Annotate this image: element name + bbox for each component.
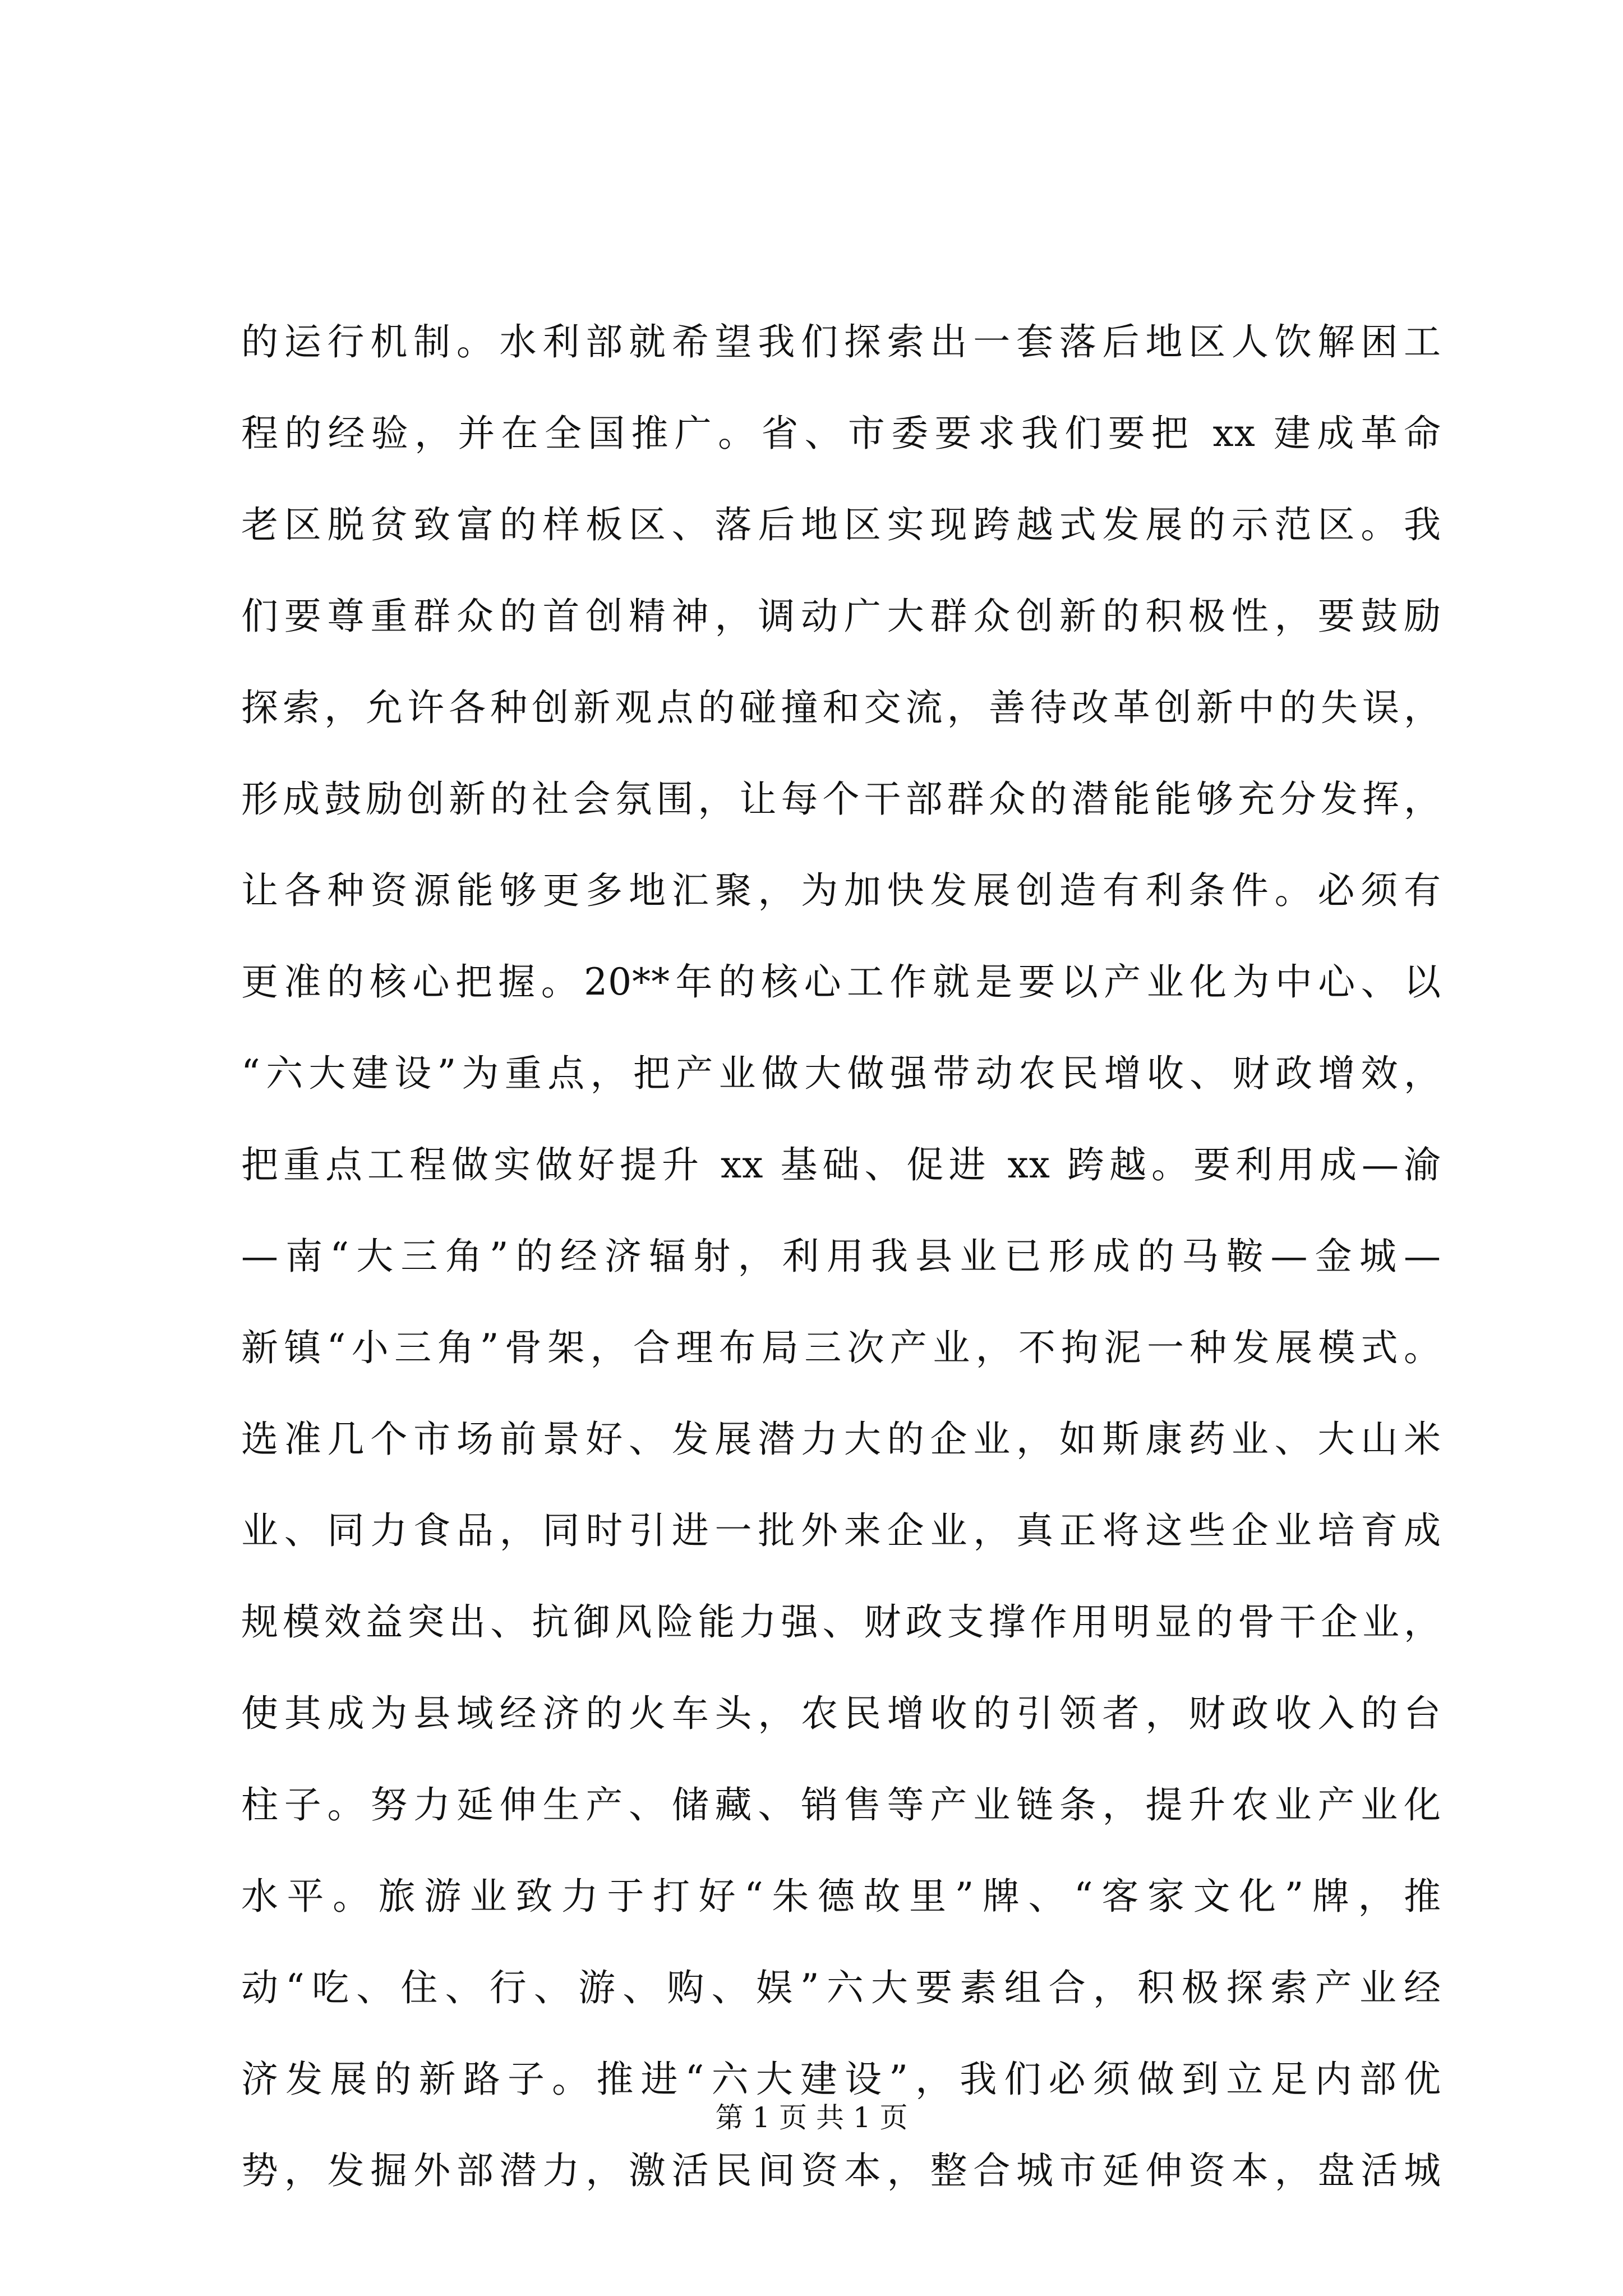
text-line: 新镇“小三角”骨架，合理布局三次产业，不拘泥一种发展模式。 — [241, 1326, 1441, 1369]
text-line: 探索，允许各种创新观点的碰撞和交流，善待改革创新中的失误， — [241, 686, 1441, 729]
text-line: “六大建设”为重点，把产业做大做强带动农民增收、财政增效， — [241, 1052, 1441, 1095]
text-line: 济发展的新路子。推进“六大建设”，我们必须做到立足内部优 — [241, 2058, 1441, 2101]
text-line: 水平。旅游业致力于打好“朱德故里”牌、“客家文化”牌，推 — [241, 1875, 1441, 1918]
text-line: 形成鼓励创新的社会氛围，让每个干部群众的潜能能够充分发挥， — [241, 777, 1441, 821]
text-line: 势，发掘外部潜力，激活民间资本，整合城市延伸资本，盘活城 — [241, 2149, 1441, 2192]
text-line: —南“大三角”的经济辐射，利用我县业已形成的马鞍—金城— — [241, 1235, 1441, 1278]
text-line: 的运行机制。水利部就希望我们探索出一套落后地区人饮解困工 — [241, 320, 1441, 364]
text-line: 更准的核心把握。20**年的核心工作就是要以产业化为中心、以 — [241, 960, 1441, 1004]
text-line: 把重点工程做实做好提升 xx 基础、促进 xx 跨越。要利用成—渝 — [241, 1143, 1441, 1186]
text-line: 规模效益突出、抗御风险能力强、财政支撑作用明显的骨干企业， — [241, 1600, 1441, 1644]
text-line: 们要尊重群众的首创精神，调动广大群众创新的积极性，要鼓励 — [241, 595, 1441, 638]
text-line: 老区脱贫致富的样板区、落后地区实现跨越式发展的示范区。我 — [241, 503, 1441, 546]
text-line: 业、同力食品，同时引进一批外来企业，真正将这些企业培育成 — [241, 1509, 1441, 1552]
body-text — [241, 296, 1441, 2216]
text-line: 程的经验，并在全国推广。省、市委要求我们要把 xx 建成革命 — [241, 412, 1441, 455]
page-footer: 第 1 页 共 1 页 — [715, 2101, 908, 2134]
text-line: 柱子。努力延伸生产、储藏、销售等产业链条，提升农业产业化 — [241, 1783, 1441, 1826]
text-line: 选准几个市场前景好、发展潜力大的企业，如斯康药业、大山米 — [241, 1418, 1441, 1461]
text-line: 使其成为县域经济的火车头，农民增收的引领者，财政收入的台 — [241, 1692, 1441, 1735]
text-line: 让各种资源能够更多地汇聚，为加快发展创造有利条件。必须有 — [241, 869, 1441, 912]
text-line: 动“吃、住、行、游、购、娱”六大要素组合，积极探索产业经 — [241, 1966, 1441, 2009]
